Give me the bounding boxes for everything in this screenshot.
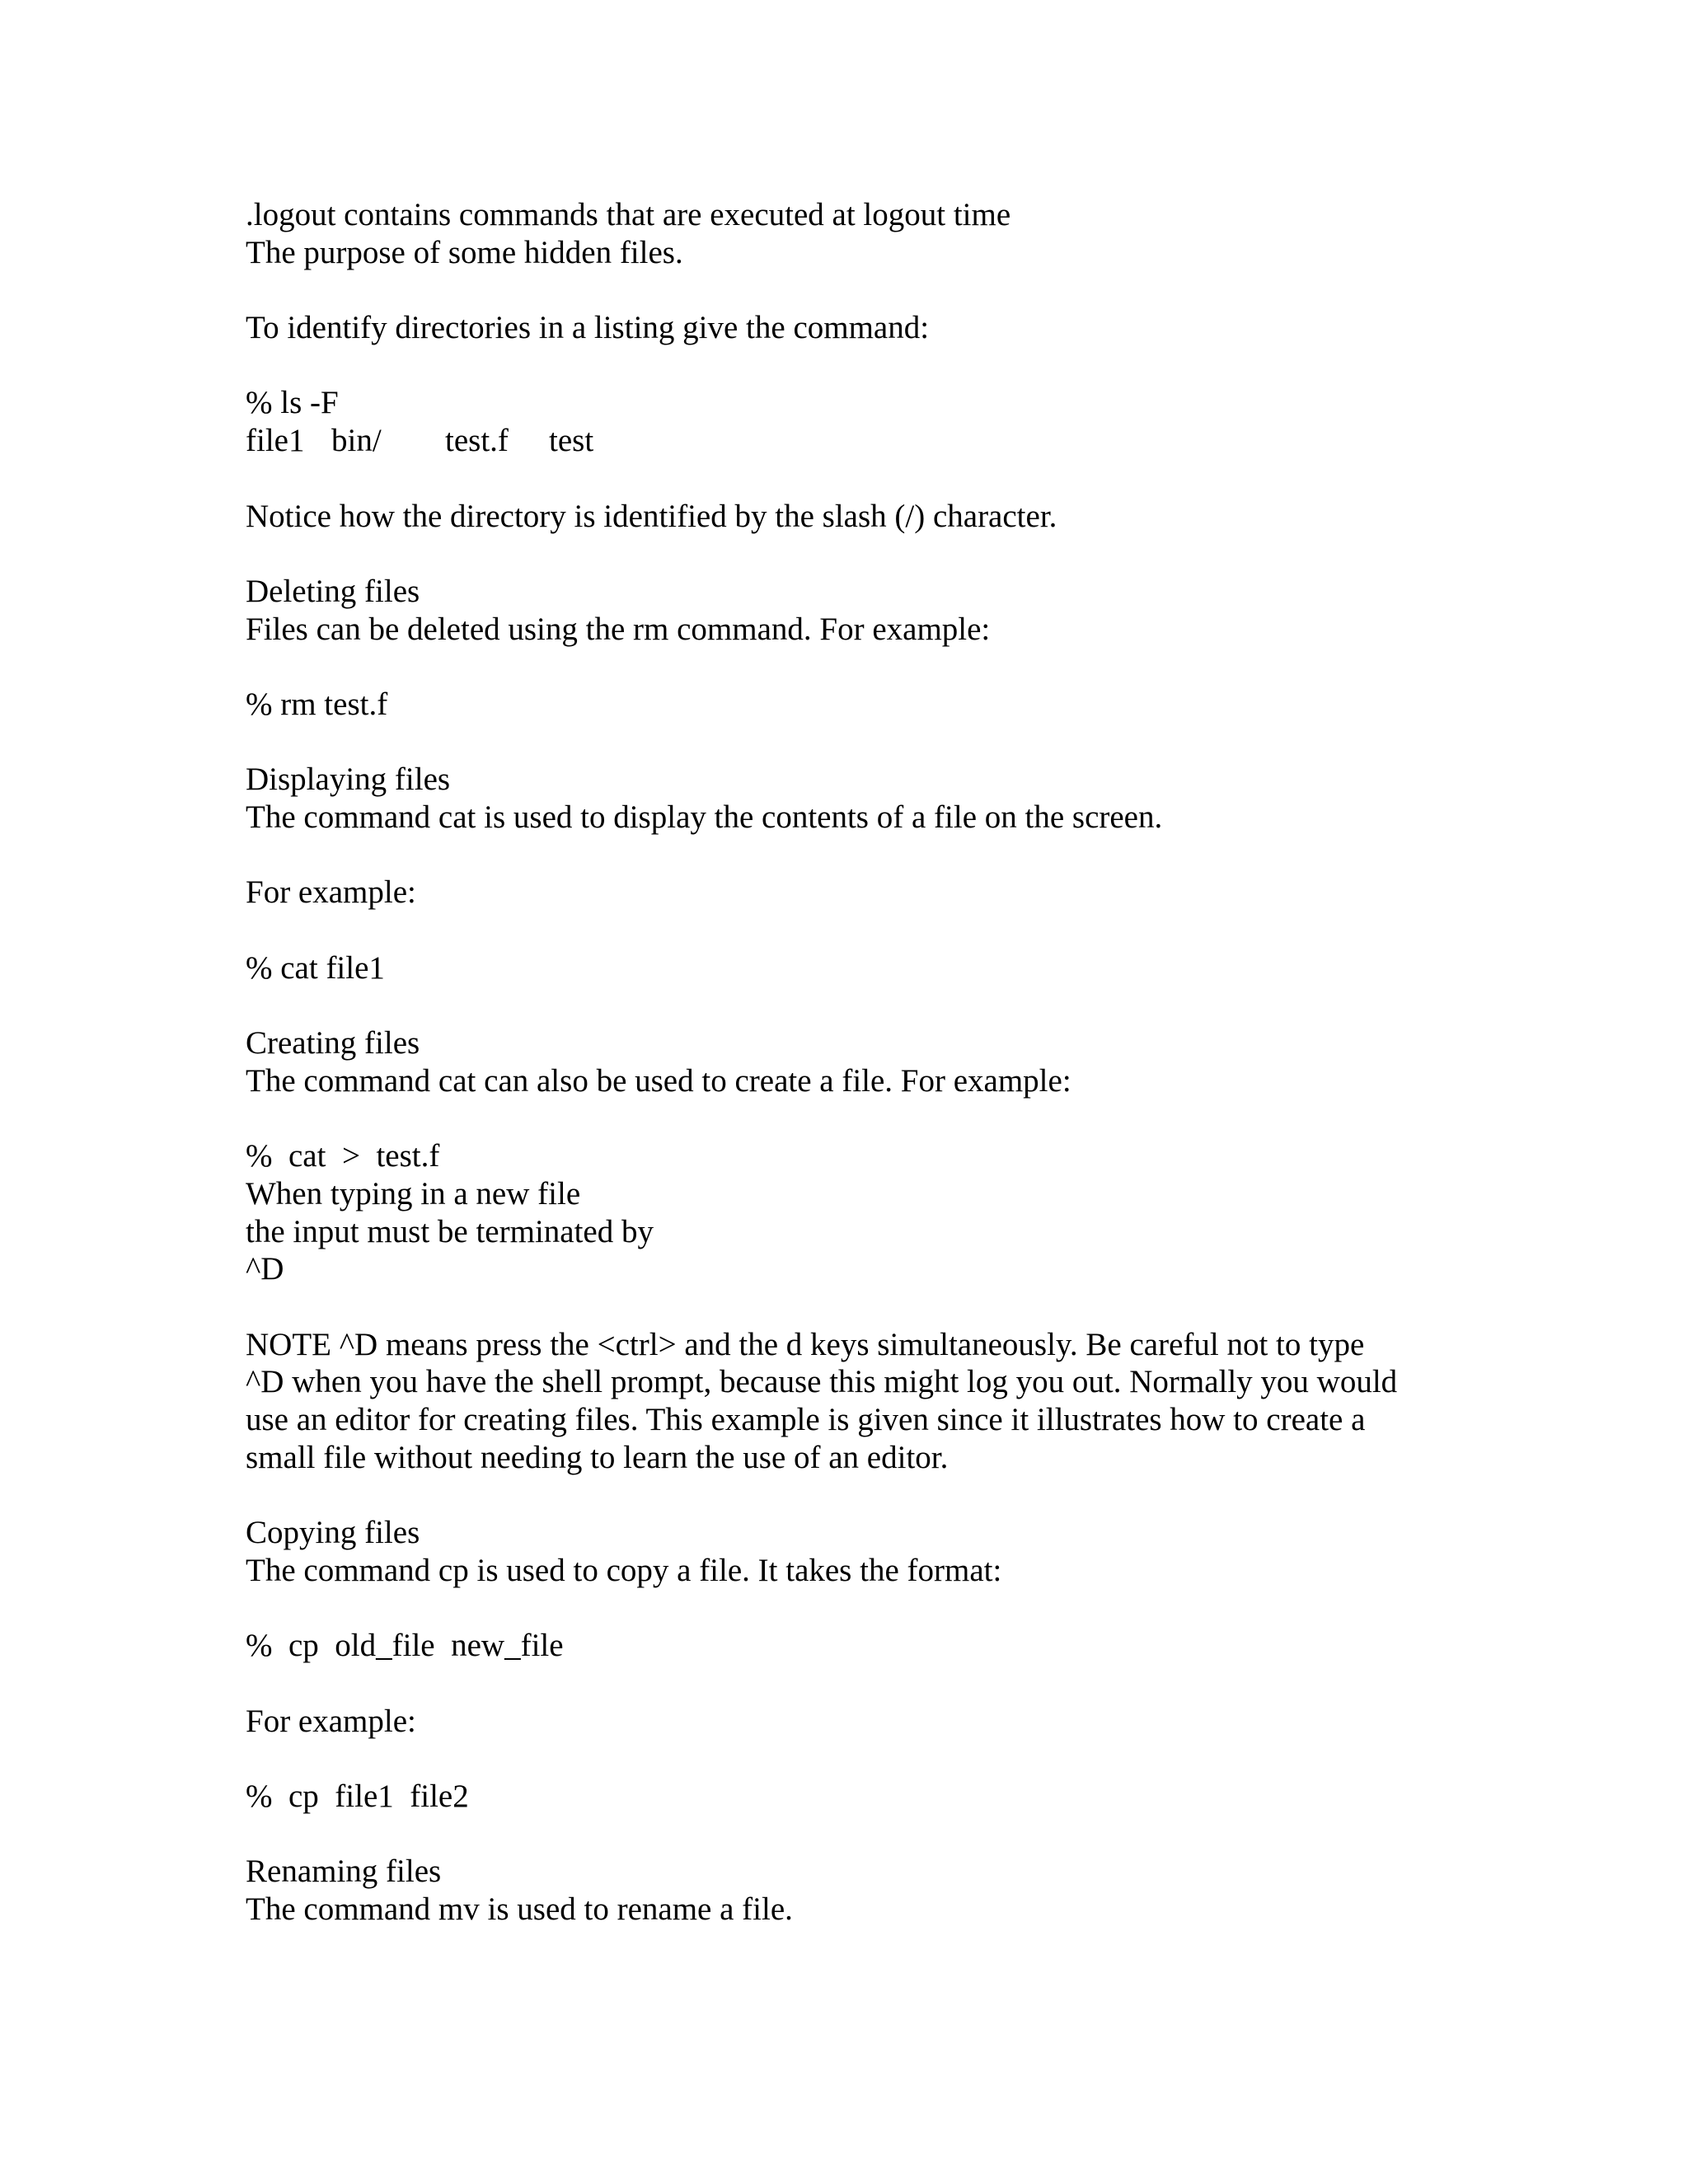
spacer	[246, 1100, 1482, 1138]
displaying-text: The command cat is used to display the contents of a file on the screen.	[246, 799, 1163, 835]
renaming-heading: Renaming files	[246, 1854, 442, 1890]
copying-text: The command cp is used to copy a file. It takes the format:	[246, 1552, 1002, 1588]
deleting-heading: Deleting files	[246, 573, 420, 609]
spacer	[246, 460, 1482, 498]
cp-command: % cp file1 file2	[246, 1778, 469, 1814]
logout-line: .logout contains commands that are executed at logout time	[246, 197, 1011, 232]
spacer	[246, 1476, 1482, 1514]
copying-heading: Copying files	[246, 1515, 420, 1551]
warning-line: small file without needing to learn the use of an editor.	[246, 1439, 949, 1475]
listing-entry: file1	[246, 423, 305, 459]
creating-note-line: When typing in a new file	[246, 1175, 581, 1212]
displaying-for-example: For example:	[246, 874, 416, 911]
listing-entry: test.f	[445, 423, 509, 459]
ls-command: % ls -F	[246, 385, 339, 421]
spacer	[246, 535, 1482, 573]
warning-line: use an editor for creating files. This example is given since it illustrates how to create a	[246, 1402, 1366, 1437]
displaying-heading: Displaying files	[246, 762, 451, 798]
spacer	[246, 1589, 1482, 1627]
warning-line: NOTE ^D means press the <ctrl> and the d keys simultaneously. Be careful not to type	[246, 1326, 1365, 1362]
creating-heading: Creating files	[246, 1025, 420, 1062]
listing-entry: bin/	[331, 423, 382, 459]
deleting-text: Files can be deleted using the rm command. For example:	[246, 611, 991, 647]
slash-notice: Notice how the directory is identified by the slash (/) character.	[246, 498, 1057, 534]
cat-redirect-command: % cat > test.f	[246, 1138, 440, 1174]
rm-command: % rm test.f	[246, 686, 388, 722]
spacer	[246, 347, 1482, 385]
spacer	[246, 837, 1482, 874]
copying-for-example: For example:	[246, 1703, 416, 1739]
spacer	[246, 1665, 1482, 1703]
listing-entry: test	[549, 423, 594, 459]
spacer	[246, 912, 1482, 949]
spacer	[246, 1816, 1482, 1854]
spacer	[246, 987, 1482, 1024]
creating-text: The command cat can also be used to create a file. For example:	[246, 1062, 1071, 1099]
spacer	[246, 1288, 1482, 1326]
cat-command: % cat file1	[246, 949, 385, 986]
creating-note-line: ^D	[246, 1251, 284, 1287]
creating-note-line: the input must be terminated by	[246, 1213, 654, 1249]
spacer	[246, 1740, 1482, 1778]
warning-line: ^D when you have the shell prompt, because this might log you out. Normally you would	[246, 1364, 1398, 1400]
spacer	[246, 648, 1482, 686]
cp-format: % cp old_file new_file	[246, 1628, 564, 1664]
hidden-files-purpose: The purpose of some hidden files.	[246, 234, 683, 270]
identify-dirs-intro: To identify directories in a listing give the command:	[246, 310, 930, 346]
spacer	[246, 271, 1482, 309]
spacer	[246, 724, 1482, 762]
renaming-text: The command mv is used to rename a file.	[246, 1891, 793, 1927]
document-page	[246, 196, 1482, 1929]
ls-listing	[246, 422, 1482, 460]
